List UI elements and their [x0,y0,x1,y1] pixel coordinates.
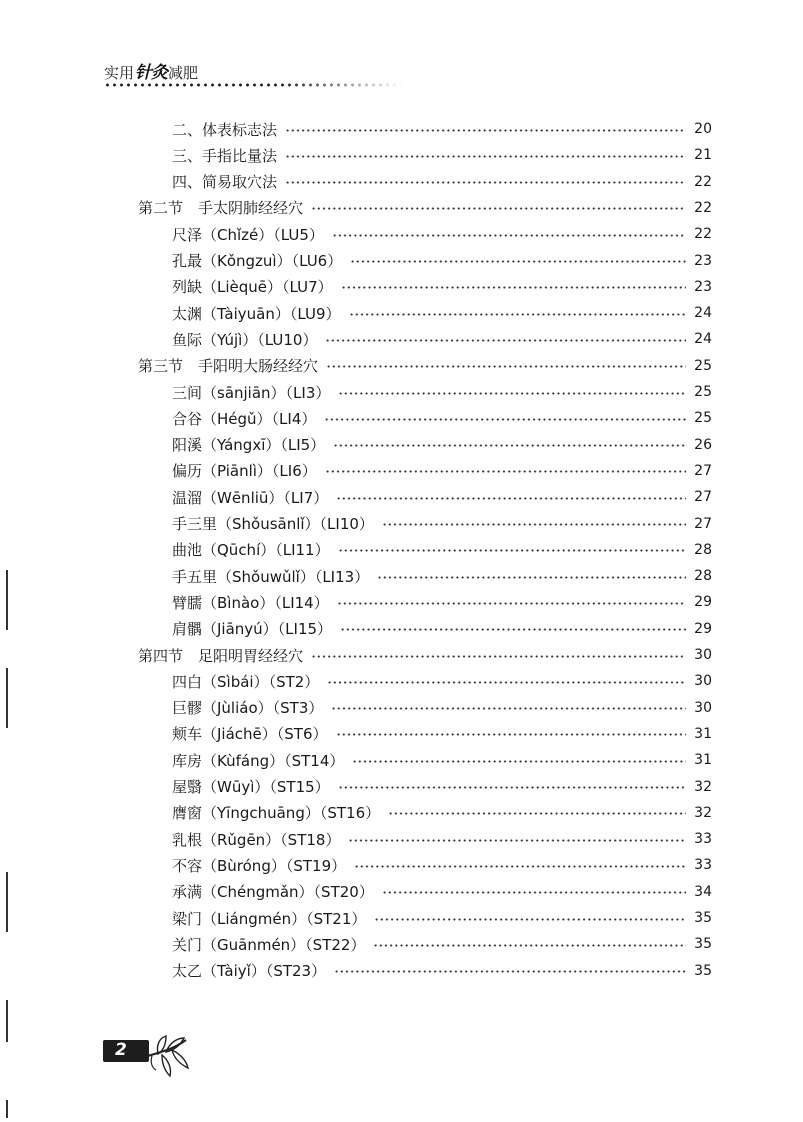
toc-entry-title: 鱼际（Yújì）（LU10） [172,330,318,349]
toc-entry-row [172,248,712,274]
toc-entry-row [172,721,712,747]
dot-leader [327,681,686,684]
dot-leader [285,155,686,158]
toc-page-number: 30 [694,647,712,663]
toc-page-number: 21 [694,147,712,164]
toc-entry-row [172,774,712,800]
toc-entry-row [172,142,712,168]
toc-entry-row [172,563,712,589]
toc-page-number: 32 [694,778,712,795]
toc-entry-row [172,589,712,615]
dot-leader [382,891,686,894]
toc-section-title: 第四节 足阳明胃经经穴 [138,646,304,665]
toc-page-number: 35 [694,936,712,953]
toc-page-number: 27 [694,515,712,532]
dot-leader [341,286,686,289]
toc-entry-title: 膺窗（Yīngchuāng）（ST16） [172,804,381,823]
toc-entry-title: 三、手指比量法 [172,146,278,165]
toc-page-number: 30 [694,699,712,716]
toc-entry-row [172,668,712,694]
toc-page-number: 27 [694,462,712,479]
toc-entry-title: 关门（Guānmén）（ST22） [172,935,366,954]
toc-entry-title: 偏历（Piānlì）（LI6） [172,462,317,481]
toc-page-number: 35 [694,910,712,926]
toc-entry-title: 库房（Kùfáng）（ST14） [172,751,345,770]
toc-section-title: 第三节 手阳明大肠经经穴 [138,357,319,376]
toc-entry-title: 合谷（Hégǔ）（LI4） [172,409,317,428]
toc-page-number: 34 [694,883,712,900]
toc-page-number: 29 [694,620,712,637]
toc-page-number: 27 [694,489,712,506]
toc-entry-row [172,169,712,195]
toc-page-number: 24 [694,331,712,348]
dot-leader [354,865,686,868]
toc-entry-row [172,905,712,931]
book-title-suffix: 减肥 [168,64,199,82]
toc-entry-title: 三间（sānjiān）（LI3） [172,383,331,402]
toc-entry-title: 手五里（Shǒuwǔlǐ）（LI13） [172,567,370,586]
toc-entry-row [172,616,712,642]
scan-edge-mark [6,668,8,728]
toc-page-number: 31 [694,725,712,742]
toc-section-row [138,353,712,379]
toc-entry-row [172,432,712,458]
header-dotted-rule [104,83,404,87]
toc-entry-title: 曲池（Qūchí）（LI11） [172,541,330,560]
toc-entry-title: 二、体表标志法 [172,120,278,139]
toc-section-row [138,195,712,221]
toc-page-number: 26 [694,436,712,453]
book-title [104,58,198,83]
page-number: 2 [115,1040,127,1060]
toc-page-number: 23 [694,252,712,269]
toc-entry-row [172,116,712,142]
scan-edge-mark [6,872,8,932]
dot-leader [373,944,686,947]
toc-page-number: 28 [694,568,712,585]
book-title-emphasis: 针灸 [135,63,168,83]
toc-entry-title: 不容（Bùróng）（ST19） [172,856,347,875]
toc-entry-row [172,458,712,484]
dot-leader [331,707,686,710]
dot-leader [325,339,686,342]
toc-entry-title: 梁门（Liángmén）（ST21） [172,909,367,928]
dot-leader [334,970,686,973]
toc-entry-title: 尺泽（Chǐzé）（LU5） [172,225,324,244]
toc-entry-row [172,695,712,721]
dot-leader [332,234,686,237]
running-header [104,50,424,94]
scan-edge-mark [6,1100,8,1118]
dot-leader [333,444,686,447]
toc-entry-title: 太乙（Tàiyǐ）（ST23） [172,962,327,981]
toc-entry-row [172,274,712,300]
toc-entry-row [172,852,712,878]
dot-leader [348,839,686,842]
toc-page-number: 30 [694,673,712,690]
toc-entry-title: 温溜（Wēnliū）（LI7） [172,488,329,507]
toc-entry-title: 颊车（Jiáchē）（ST6） [172,725,328,744]
toc-entry-row [172,326,712,352]
dot-leader [324,418,686,421]
toc-entry-title: 巨髎（Jùliáo）（ST3） [172,699,324,718]
dot-leader [311,655,686,658]
dot-leader [352,760,686,763]
scan-edge-mark [6,1000,8,1042]
toc-entry-title: 阳溪（Yángxī）（LI5） [172,436,326,455]
dot-leader [325,470,686,473]
dot-leader [338,786,686,789]
toc-entry-row [172,221,712,247]
toc-entry-row [172,879,712,905]
toc-entry-title: 太渊（Tàiyuān）（LU9） [172,304,341,323]
toc-entry-row [172,405,712,431]
toc-page-number: 32 [694,804,712,821]
page-number-badge [103,1040,149,1062]
toc-entry-title: 四、简易取穴法 [172,173,278,192]
dot-leader [337,602,686,605]
toc-page-number: 35 [694,962,712,979]
toc-page-number: 24 [694,305,712,322]
toc-entry-title: 手三里（Shǒusānlǐ）（LI10） [172,515,374,533]
dot-leader [377,576,686,579]
toc-entry-row [172,958,712,984]
toc-entry-title: 孔最（Kǒngzuì）（LU6） [172,252,343,270]
toc-entry-row [172,931,712,957]
toc-page-number: 31 [694,752,712,769]
toc-page-number: 29 [694,594,712,611]
toc-entry-title: 四白（Sìbái）（ST2） [172,672,320,691]
dot-leader [340,628,686,631]
scan-edge-mark [6,570,8,630]
toc-entry-row [172,800,712,826]
toc-page-number: 33 [694,857,712,874]
toc-page-number: 22 [694,173,712,190]
dot-leader [326,365,686,368]
dot-leader [388,812,686,815]
toc-entry-title: 承满（Chéngmǎn）（ST20） [172,883,374,902]
toc-page-number: 20 [694,121,712,137]
dot-leader [349,313,687,316]
dot-leader [338,549,686,552]
toc-entry-title: 屋翳（Wūyì）（ST15） [172,778,330,796]
dot-leader [336,733,687,736]
dot-leader [382,523,686,526]
toc-page-number: 33 [694,831,712,848]
dot-leader [338,392,686,395]
toc-page-number: 28 [694,541,712,558]
toc-section-row [138,642,712,668]
toc-entry-row [172,484,712,510]
toc-entry-title: 乳根（Rǔgēn）（ST18） [172,830,341,849]
toc-entry-row [172,747,712,773]
book-title-prefix: 实用 [104,64,135,82]
leaf-sprig-icon [146,1030,192,1082]
toc-entry-row [172,300,712,326]
dot-leader [350,260,686,263]
toc-page-number: 22 [694,226,712,243]
toc-page-number: 25 [694,357,712,374]
toc-entry-row [172,537,712,563]
dot-leader [374,918,686,921]
toc-page-number: 25 [694,410,712,427]
dot-leader [311,207,686,210]
dot-leader [285,129,686,132]
toc-page-number: 23 [694,278,712,295]
toc-entry-title: 肩髃（Jiānyú）（LI15） [172,620,333,639]
toc-page-number: 25 [694,384,712,400]
dot-leader [285,181,686,184]
dot-leader [336,497,686,500]
toc-entry-row [172,379,712,405]
toc-page-number: 22 [694,199,712,216]
toc-entry-title: 列缺（Lièquē）（LU7） [172,278,333,297]
toc-section-title: 第二节 手太阴肺经经穴 [138,199,304,218]
toc-entry-row [172,511,712,537]
toc-entry-title: 臂臑（Bìnào）（LI14） [172,593,329,612]
toc-entry-row [172,826,712,852]
